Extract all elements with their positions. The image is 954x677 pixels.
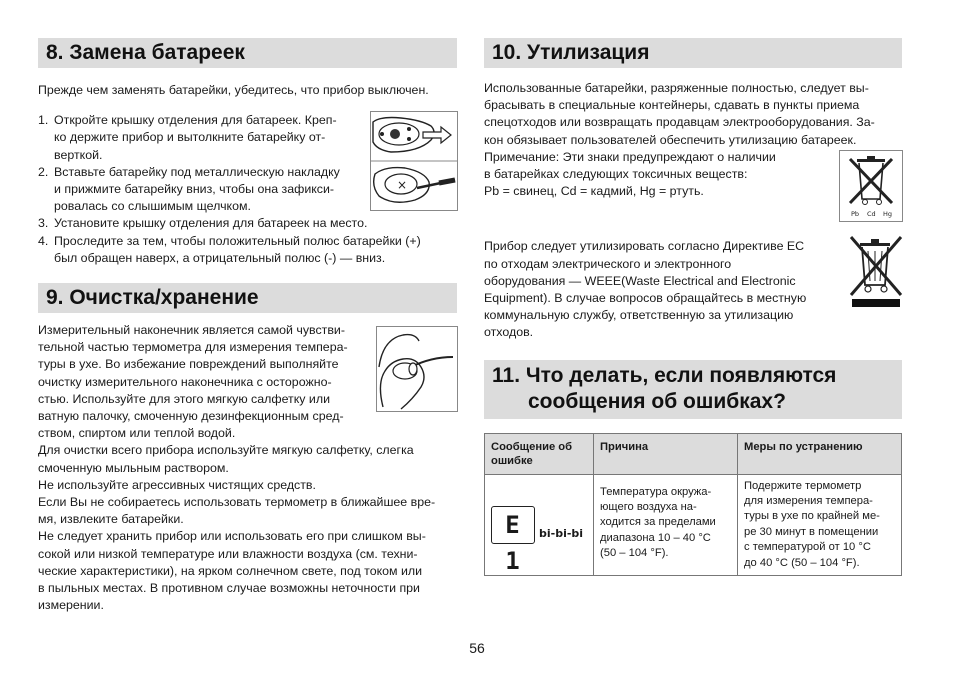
section-10-note: Примечание: Эти знаки предупреждают о наличии в батарейках следующих токсичных веществ: Pb = свинец, Cd = кадмий, Hg = ртуть. bbox=[484, 149, 776, 199]
beep-signal-label: bi-bi-bi bbox=[539, 527, 584, 541]
section-10-heading: 10. Утилизация bbox=[484, 38, 902, 68]
weee-symbol bbox=[848, 233, 904, 309]
section-9-para-2: Для очистки всего прибора используйте мягкую салфетку, слегка смоченную мыльным раствором. bbox=[38, 443, 414, 475]
table-row bbox=[485, 474, 902, 575]
list-item: 4. Проследите за тем, чтобы положительный полюс батарейки (+) был обращен наверх, а отрицательный полюс (-) — вниз. bbox=[38, 233, 421, 265]
remedy-cell: Подержите термометр для измерения темпера- туры в ухе по крайней ме- ре 30 минут в помещении с температурой от 10 °C до 40 °C (50 – 104 °F). bbox=[738, 474, 902, 575]
thermometer-battery-icon bbox=[371, 112, 457, 210]
header-remedy: Меры по устранению bbox=[738, 433, 902, 474]
list-item: 1. Откройте крышку отделения для батареек. Креп- ко держите прибор и вытолкните батарейку от- верткой. bbox=[38, 113, 337, 162]
right-column bbox=[484, 38, 902, 576]
section-9-para-3: Не используйте агрессивных чистящих средств. bbox=[38, 477, 316, 492]
section-11-heading: 11. Что делать, если появляются сообщения об ошибках? bbox=[484, 360, 902, 419]
probe-cleaning-illustration bbox=[376, 326, 458, 412]
section-9-heading: 9. Очистка/хранение bbox=[38, 283, 457, 313]
battery-replacement-illustration bbox=[370, 111, 458, 211]
battery-steps-list-cont bbox=[38, 215, 457, 267]
table-header-row bbox=[485, 433, 902, 474]
list-item: 2. Вставьте батарейку под металлическую накладку и прижмите батарейку вниз, чтобы она зафикси- ровалась со слышимым щелчком. bbox=[38, 164, 340, 214]
battery-disposal-symbol bbox=[839, 150, 903, 222]
section-10-para-2: Прибор следует утилизировать согласно Директиве ЕС по отходам электрического и электронного оборудования — WEEE(Waste Electrical and Electronic Equipment). В случае вопросов обращайтесь в местную коммунальную службу, ответственную за утилизацию отходов. bbox=[484, 239, 807, 340]
svg-text:×: × bbox=[397, 178, 408, 192]
section-10-para-1: Использованные батарейки, разряженные полностью, следует вы- брасывать в специальные контейнеры, сдавать в пункты приема спецотходов или возвращать продавцам электрооборудования. За- кон обязывает пользователей обеспечить утилизацию батареек. bbox=[484, 81, 875, 147]
error-table bbox=[484, 433, 902, 576]
section-9-para-1: Измерительный наконечник является самой чувстви- тельной частью термометра для измерения темпера- туры в ухе. Во избежание повреждений выполняйте очистку измерительного наконечника с осторожно- стью. Используйте для этого мягкую салфетку или ватную палочку, смоченную дезинфекционным сред- ством, спиртом или теплой водой. bbox=[38, 323, 348, 441]
crossed-bin-battery-icon bbox=[840, 151, 902, 221]
probe-cleaning-icon bbox=[377, 327, 457, 411]
header-error-message: Сообщение об ошибке bbox=[485, 433, 594, 474]
cd-label: Cd bbox=[867, 210, 876, 218]
section-9-para-5: Не следует хранить прибор или использовать его при слишком вы- сокой или низкой температуре или влажности воздуха (см. техни- ческие характеристики), на ярком солнечном свете, под током или в пыльных местах. В противном случае возможны неточности при измерении. bbox=[38, 529, 426, 613]
battery-steps-list bbox=[38, 112, 368, 215]
page-number: 56 bbox=[469, 640, 485, 656]
section-8-heading: 8. Замена батареек bbox=[38, 38, 457, 68]
cause-cell: Температура окружа- ющего воздуха на- ходится за пределами диапазона 10 – 40 °C (50 – 104 °F). bbox=[594, 474, 738, 575]
section-9-para-4: Если Вы не собираетесь использовать термометр в ближайшее вре- мя, извлеките батарейки. bbox=[38, 495, 436, 527]
lcd-display-icon: E 1 bbox=[491, 506, 535, 544]
pb-label: Pb bbox=[851, 210, 860, 218]
weee-crossed-bin-icon bbox=[848, 233, 904, 309]
hg-label: Hg bbox=[883, 210, 893, 218]
error-display-cell bbox=[485, 474, 594, 575]
list-item: 3. Установите крышку отделения для батареек на место. bbox=[38, 216, 368, 231]
section-8-intro: Прежде чем заменять батарейки, убедитесь, что прибор выключен. bbox=[38, 83, 429, 97]
header-cause: Причина bbox=[594, 433, 738, 474]
